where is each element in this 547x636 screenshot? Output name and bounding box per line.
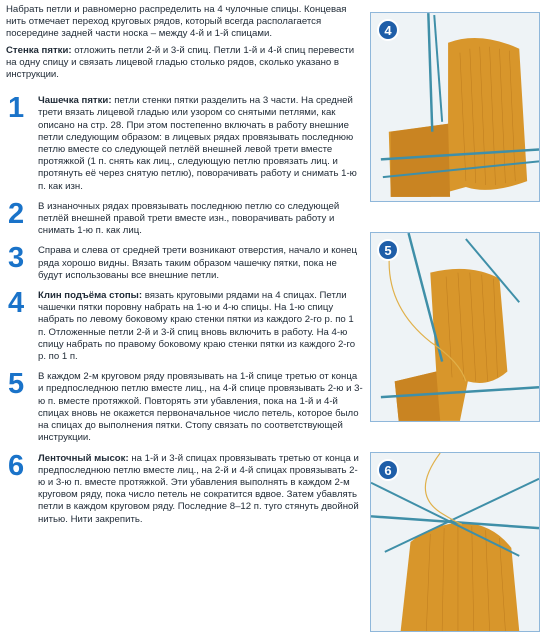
step-number: 4 bbox=[8, 287, 25, 320]
step-text: петли стенки пятки разделить на 3 части. На средней трети вязать лицевой гладью или узором со снятыми петлями, как описано на стр. 28. При этом постепенно включать в работу внешние петли следующим образом: в лицевых рядах провязывать последнюю петлю вместе со следующей петлёй внешней левой трети вместе протяжкой (1 п. снять как лиц., следующую петлю провязать лиц. и протянуть её через снятую петлю), поворачивать работу и снимать 1-ю п. как изн. bbox=[38, 95, 357, 192]
step-3 bbox=[6, 242, 364, 282]
step-text: В изнаночных рядах провязывать последнюю петлю со следующей петлёй внешней правой трети вместе изн., поворачивать работу и снимать 1-ю п. как лиц. bbox=[38, 200, 340, 237]
step-6 bbox=[6, 449, 364, 526]
photo-heel-decrease bbox=[370, 232, 540, 422]
step-number: 2 bbox=[8, 197, 25, 230]
step-number: 6 bbox=[8, 449, 25, 482]
intro-paragraph: Набрать петли и равномерно распределить на 4 чулочные спицы. Концевая нить отмечает переход круговых рядов, который всегда располагается посередине задней части носка – между 4-й и 1-й спицами. bbox=[6, 4, 347, 40]
photo-number-badge: 5 bbox=[377, 239, 399, 261]
knitting-illustration bbox=[371, 13, 539, 201]
photo-toe bbox=[370, 452, 540, 632]
heel-wall-text: отложить петли 2-й и 3-й спиц. Петли 1-й и 4-й спиц перевести на одну спицу и связать лицевой гладью столько рядов, сколько указано в инструкции. bbox=[6, 44, 355, 81]
step-text: В каждом 2-м круговом ряду провязывать на 1-й спице третью от конца и предпоследнюю петлю вместе лиц., на 4-й спице провязывать 2-ю и 3-ю п. вместе протяжкой. Повторять эти убавления, пока на 1-й и 4-й спицах вновь не окажется первоначальное число петель, которое было на спицах до выполнения пятки. Стопу связать по соответствующей инструкции. bbox=[38, 371, 363, 444]
knitting-illustration bbox=[371, 233, 539, 421]
step-4 bbox=[6, 287, 364, 363]
step-text: на 1-й и 3-й спицах провязывать третью от конца и предпоследнюю петлю вместе лиц., на 2-й и 4-й спицах провязывать 2-ю и 3-ю п. вместе протяжкой. Эти убавления выполнять в каждом 2-м круговом ряду, пока число петель не сократится вдвое. Затем убавлять петли в каждом круговом ряду. Последние 8–12 п. туго стянуть двойной нитью. Нити закрепить. bbox=[38, 452, 359, 525]
photo-heel-cup bbox=[370, 12, 540, 202]
step-5 bbox=[6, 368, 364, 444]
step-1 bbox=[6, 92, 364, 193]
heel-wall-paragraph bbox=[6, 45, 364, 82]
photo-number-badge: 4 bbox=[377, 19, 399, 41]
heel-wall-title: Стенка пятки: bbox=[6, 44, 72, 56]
step-number: 5 bbox=[8, 368, 25, 401]
step-title: Чашечка пятки: bbox=[38, 95, 112, 107]
step-number: 1 bbox=[8, 92, 25, 125]
photo-number-badge: 6 bbox=[377, 459, 399, 481]
step-number: 3 bbox=[8, 242, 25, 275]
step-title: Клин подъёма стопы: bbox=[38, 290, 143, 302]
step-text: Справа и слева от средней трети возникают отверстия, начало и конец ряда хорошо видны. Вязать таким образом чашечку пятки, пока не будут использованы все внешние петли. bbox=[38, 245, 357, 281]
step-text: вязать круговыми рядами на 4 спицах. Петли чашечки пятки поровну набрать на 1-ю и 4-ю спицы. На 1-ю спицу набрать по левому боковому краю стенки пятки из каждого 2-го р. по 1 п. Отложенные петли 2-й и 3-й спиц вновь включить в работу. На 4-ю спицу набрать по правому боковому краю стенки пятки из каждого 2-го р. по 1 п. bbox=[38, 290, 356, 363]
knitting-illustration bbox=[371, 453, 539, 631]
step-2 bbox=[6, 197, 364, 238]
instructions-column bbox=[6, 4, 364, 534]
step-title: Ленточный мысок: bbox=[38, 452, 129, 464]
